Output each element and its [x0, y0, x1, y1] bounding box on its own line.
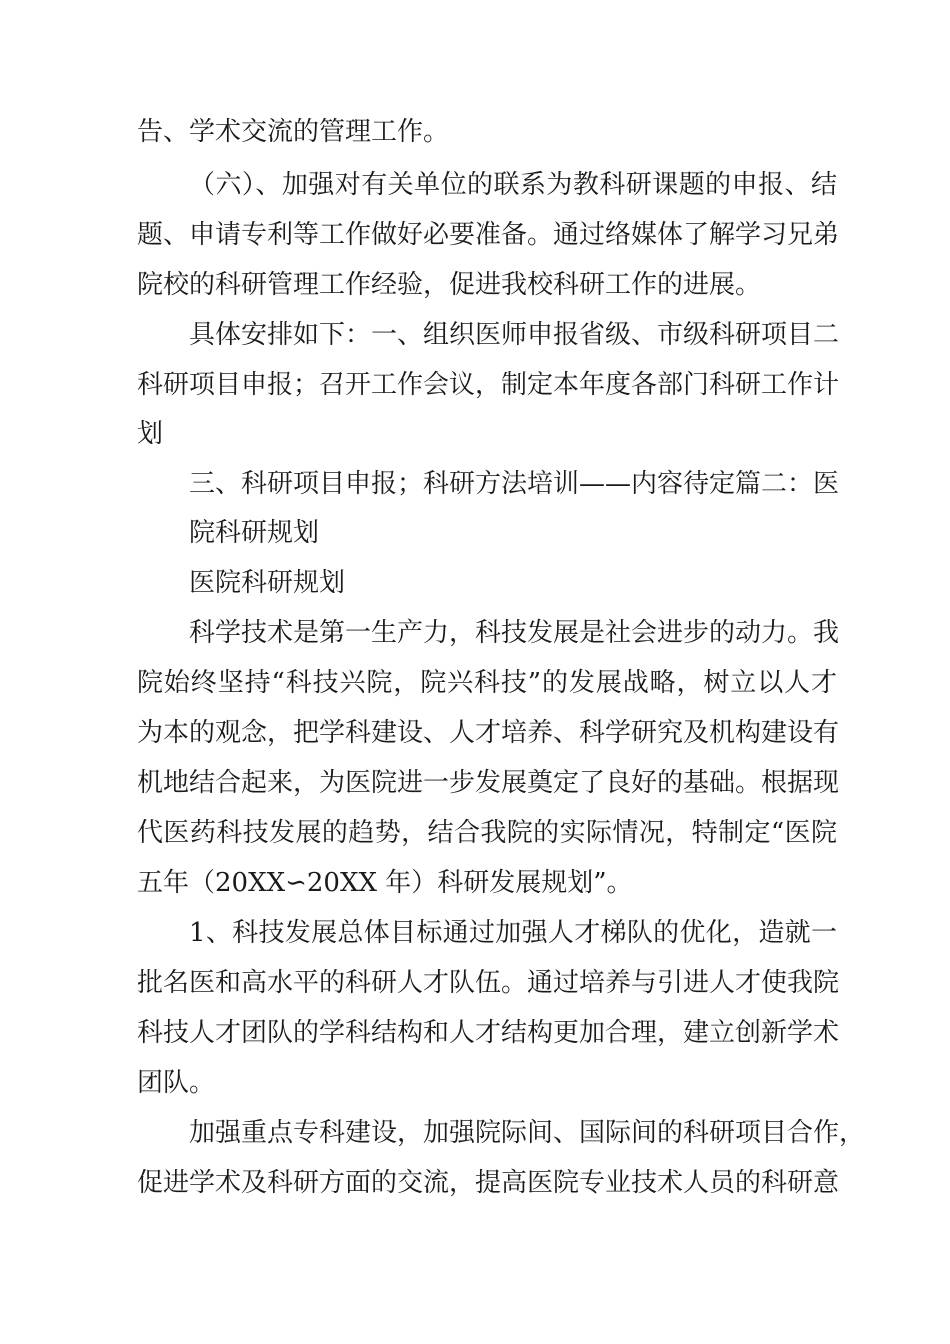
text-line: 科技人才团队的学科结构和人才结构更加合理，建立创新学术	[137, 1018, 840, 1048]
text-line: 为本的观念，把学科建设、人才培养、科学研究及机构建设有	[137, 718, 840, 748]
text-line: 告、学术交流的管理工作。	[137, 117, 450, 147]
text-line: 科学技术是第一生产力，科技发展是社会进步的动力。我	[189, 618, 840, 648]
text-line: 题、申请专利等工作做好必要准备。通过络媒体了解学习兄弟	[137, 220, 840, 250]
text-line: 机地结合起来，为医院进一步发展奠定了良好的基础。根据现	[137, 768, 840, 798]
text-line: 代医药科技发展的趋势，结合我院的实际情况，特制定“医院	[137, 818, 837, 848]
text-line: 具体安排如下：一、组织医师申报省级、市级科研项目二	[189, 320, 840, 350]
text-line: 科研项目申报；召开工作会议，制定本年度各部门科研工作计	[137, 370, 840, 400]
text-line: 院校的科研管理工作经验，促进我校科研工作的进展。	[137, 270, 762, 300]
text-line: 五年（20XX∽20XX 年）科研发展规划”。	[137, 868, 633, 898]
text-line: 院科研规划	[189, 518, 320, 548]
text-line: 划	[137, 419, 164, 449]
text-line: 医院科研规划	[189, 568, 346, 598]
text-line: 三、科研项目申报；科研方法培训——内容待定篇二：医	[189, 469, 840, 499]
text-line: 院始终坚持“科技兴院，院兴科技”的发展战略，树立以人才	[137, 668, 837, 698]
text-line: 批名医和高水平的科研人才队伍。通过培养与引进人才使我院	[137, 968, 840, 998]
text-line: 1、科技发展总体目标通过加强人才梯队的优化，造就一	[189, 918, 837, 948]
text-line: 加强重点专科建设，加强院际间、国际间的科研项目合作，	[189, 1118, 866, 1148]
text-line: （六）、加强对有关单位的联系为教科研课题的申报、结	[189, 170, 837, 200]
text-line: 团队。	[137, 1068, 216, 1098]
text-line: 促进学术及科研方面的交流，提高医院专业技术人员的科研意	[137, 1168, 840, 1198]
